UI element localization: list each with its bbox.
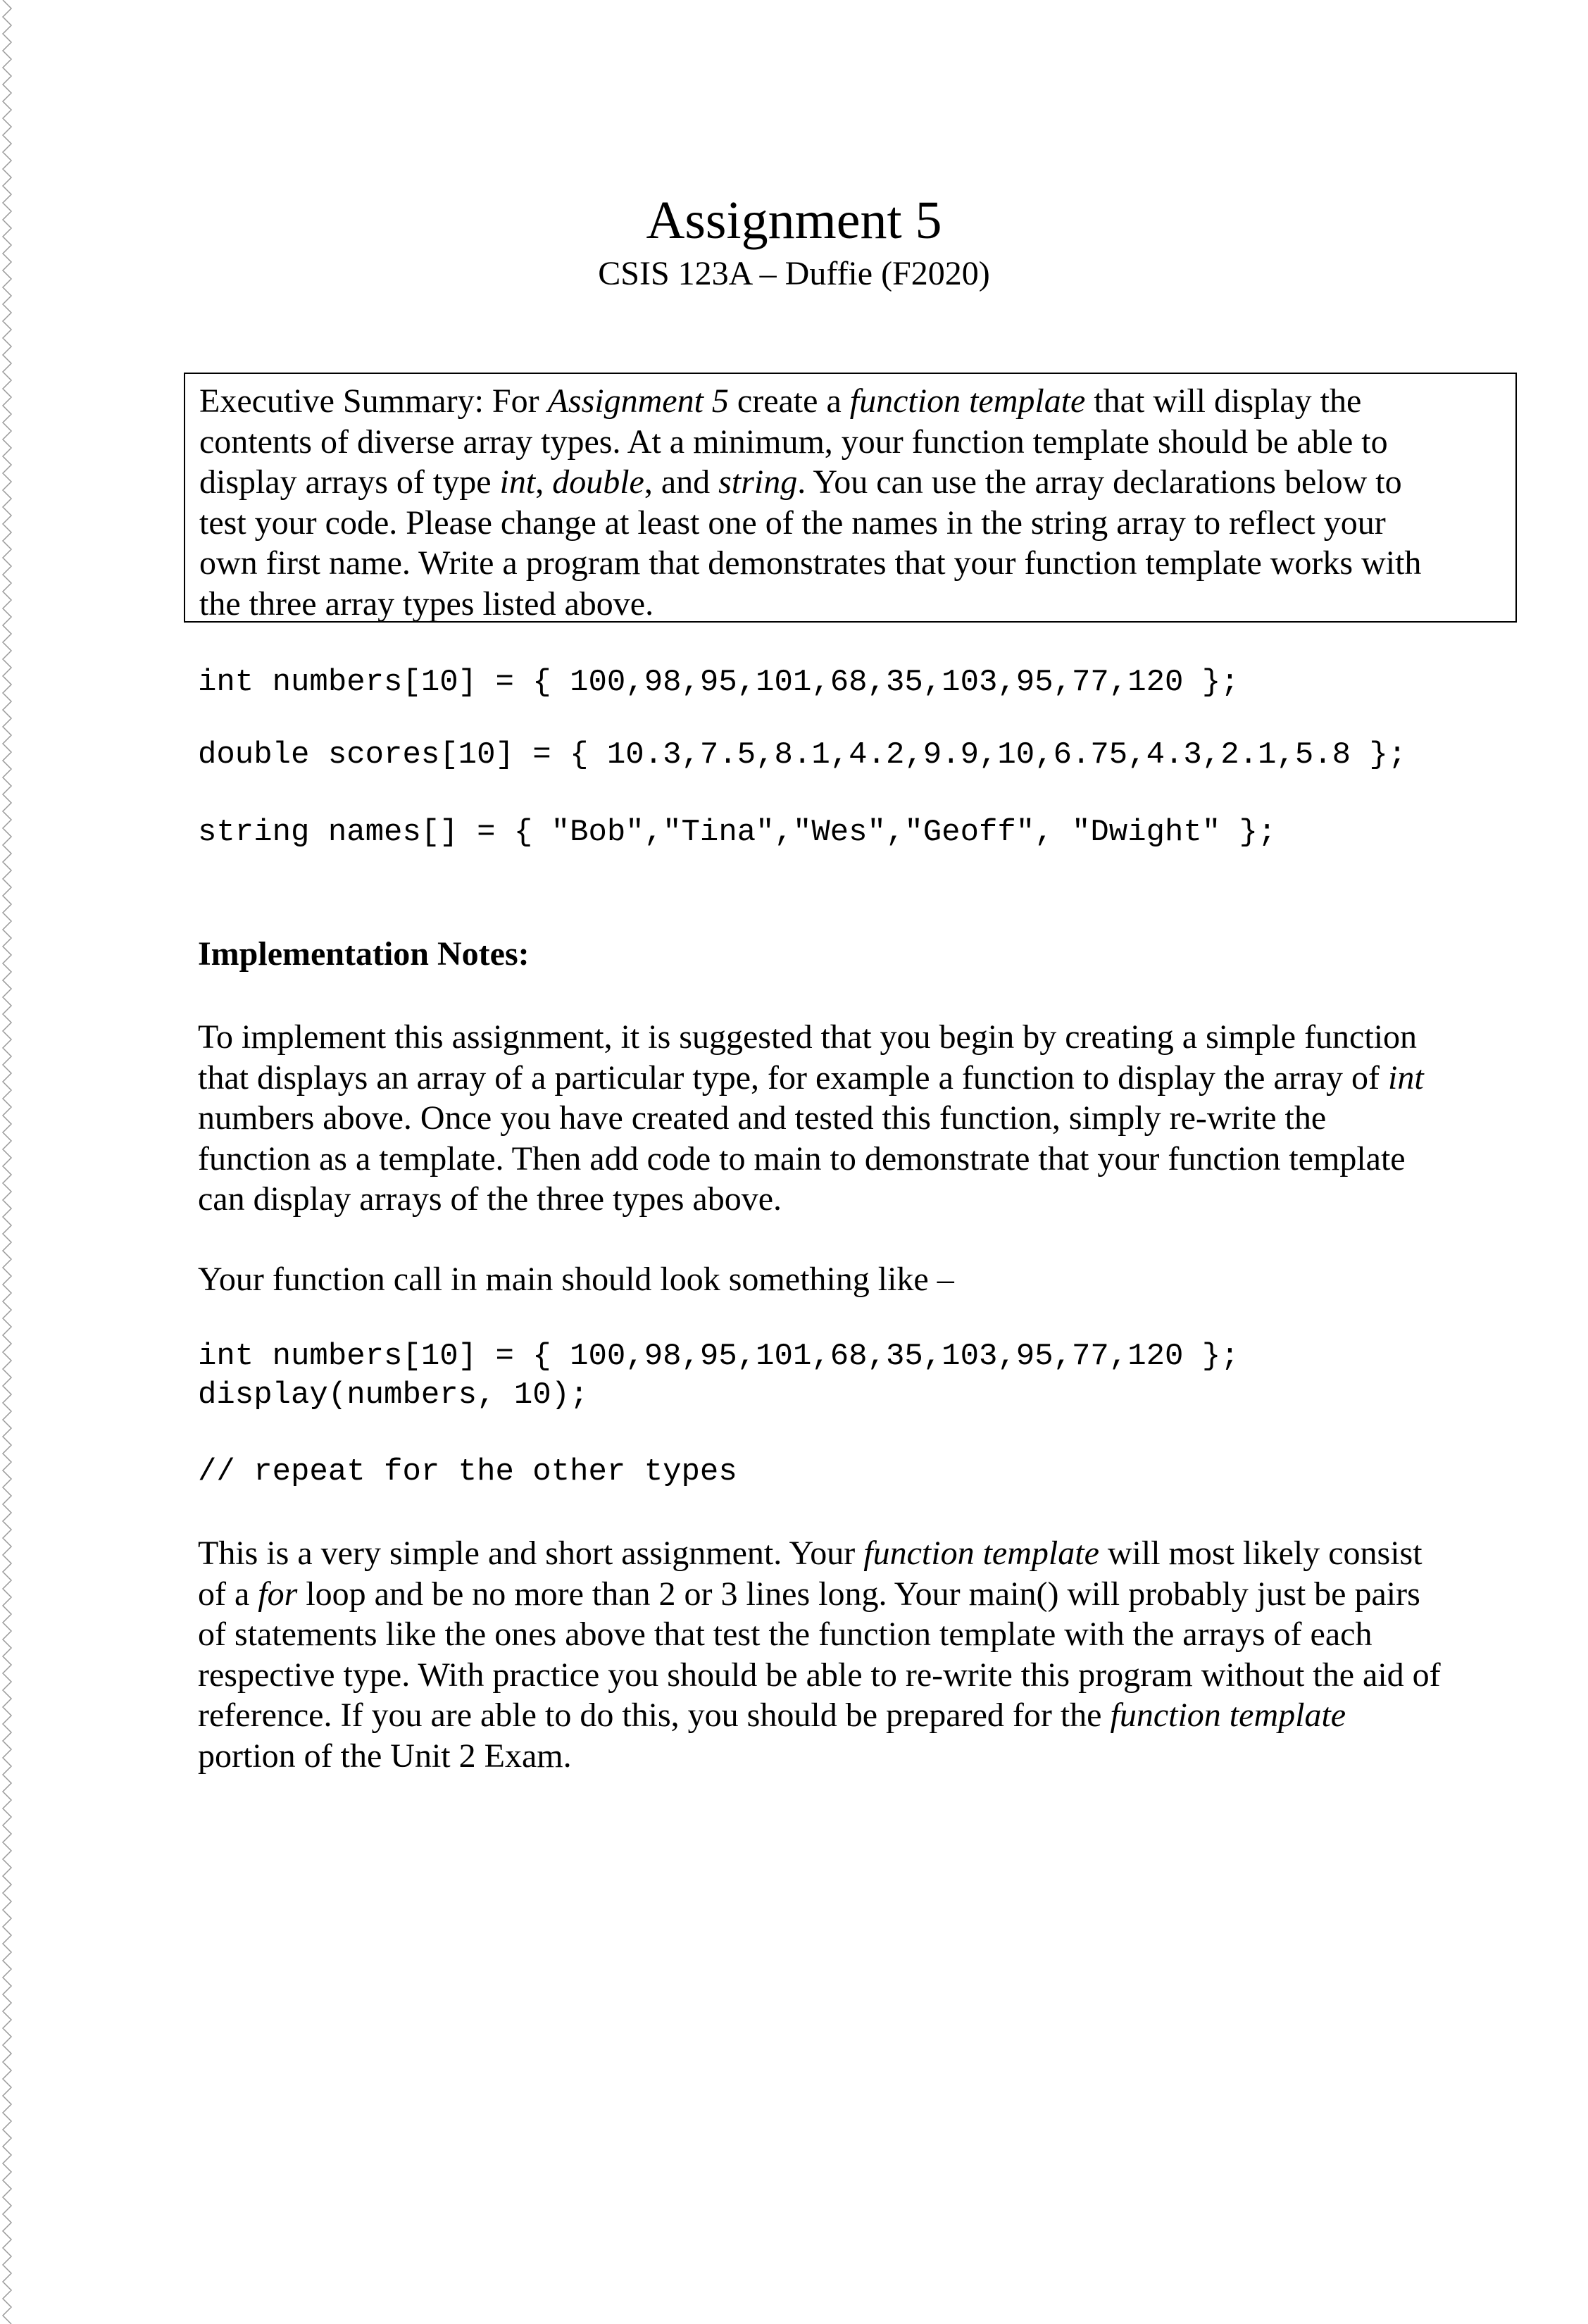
example-code-display-call: display(numbers, 10);	[198, 1377, 589, 1413]
text-run: To implement this assignment, it is suggested that you begin by creating a simple function	[198, 1018, 1418, 1056]
text-line	[198, 1179, 1424, 1220]
text-run: portion of the Unit 2 Exam.	[198, 1737, 572, 1775]
text-run: ,	[535, 463, 553, 501]
text-run: display arrays of type	[199, 463, 500, 501]
text-run: will most likely consist	[1099, 1535, 1423, 1572]
text-run: function as a template. Then add code to main to demonstrate that your function template	[198, 1139, 1406, 1177]
text-run: Executive Summary: For	[199, 382, 548, 420]
text-run: create a	[728, 382, 850, 420]
text-run: of a	[198, 1575, 258, 1613]
text-run: numbers above. Once you have created and tested this function, simply re-write the	[198, 1099, 1327, 1137]
text-line	[199, 462, 1515, 503]
implementation-notes-heading: Implementation Notes:	[198, 935, 530, 973]
implementation-paragraph-3	[198, 1533, 1441, 1776]
int-array-declaration: int numbers[10] = { 100,98,95,101,68,35,103,95,77,120 };	[198, 665, 1239, 700]
page-title: Assignment 5	[646, 191, 942, 250]
text-run: loop and be no more than 2 or 3 lines long. Your main() will probably just be pairs	[297, 1575, 1420, 1613]
text-line	[198, 1695, 1441, 1736]
text-run: . You can use the array declarations below to	[797, 463, 1402, 501]
italic-text-run: string	[718, 463, 798, 501]
text-run: of statements like the ones above that test the function template with the arrays of each	[198, 1616, 1373, 1653]
text-line	[198, 1533, 1441, 1574]
text-run: that displays an array of a particular type, for example a function to display the array of	[198, 1058, 1389, 1097]
text-run: , and	[644, 463, 719, 501]
example-code-declaration: int numbers[10] = { 100,98,95,101,68,35,103,95,77,120 };	[198, 1339, 1239, 1374]
text-line	[199, 381, 1515, 422]
text-line	[199, 584, 1515, 625]
string-array-declaration: string names[] = { "Bob","Tina","Wes","Geoff", "Dwight" };	[198, 815, 1277, 850]
implementation-paragraph-1	[198, 1017, 1424, 1220]
text-run: test your code. Please change at least one of the names in the string array to reflect your	[199, 504, 1386, 542]
text-line	[199, 503, 1515, 544]
text-line	[198, 1655, 1441, 1696]
text-run: respective type. With practice you should be able to re-write this program without the aid of	[198, 1656, 1441, 1694]
implementation-paragraph-2	[198, 1259, 954, 1300]
italic-text-run: function template	[863, 1535, 1099, 1572]
text-run: can display arrays of the three types above.	[198, 1180, 782, 1218]
text-line	[198, 1614, 1441, 1655]
text-line	[198, 1259, 954, 1300]
zigzag-line	[3, 0, 11, 2324]
executive-summary-text	[199, 381, 1515, 624]
text-line	[198, 1017, 1424, 1058]
italic-text-run: double	[552, 463, 644, 501]
page-subtitle: CSIS 123A – Duffie (F2020)	[598, 255, 990, 292]
text-run: contents of diverse array types. At a minimum, your function template should be able to	[199, 423, 1388, 461]
text-run: This is a very simple and short assignment. Your	[198, 1535, 864, 1572]
text-line	[198, 1139, 1424, 1180]
text-line	[199, 422, 1515, 463]
italic-text-run: function template	[849, 382, 1086, 420]
perforated-edge	[0, 0, 17, 2324]
italic-text-run: int	[499, 463, 536, 501]
text-line	[198, 1058, 1424, 1099]
text-line	[198, 1736, 1441, 1777]
executive-summary-box	[184, 373, 1517, 623]
italic-text-run: Assignment 5	[547, 382, 729, 420]
text-run: the three array types listed above.	[199, 585, 654, 623]
text-line	[199, 543, 1515, 584]
italic-text-run: int	[1388, 1058, 1424, 1097]
italic-text-run: function template	[1110, 1697, 1346, 1734]
text-run: own first name. Write a program that demonstrates that your function template works with	[199, 544, 1422, 582]
text-run: Your function call in main should look something like –	[198, 1261, 954, 1298]
text-run: that will display the	[1085, 382, 1362, 420]
italic-text-run: for	[258, 1575, 298, 1613]
example-code-comment: // repeat for the other types	[198, 1454, 737, 1489]
text-line	[198, 1574, 1441, 1615]
double-array-declaration: double scores[10] = { 10.3,7.5,8.1,4.2,9.9,10,6.75,4.3,2.1,5.8 };	[198, 737, 1407, 773]
text-line	[198, 1098, 1424, 1139]
text-run: reference. If you are able to do this, you should be prepared for the	[198, 1697, 1111, 1734]
